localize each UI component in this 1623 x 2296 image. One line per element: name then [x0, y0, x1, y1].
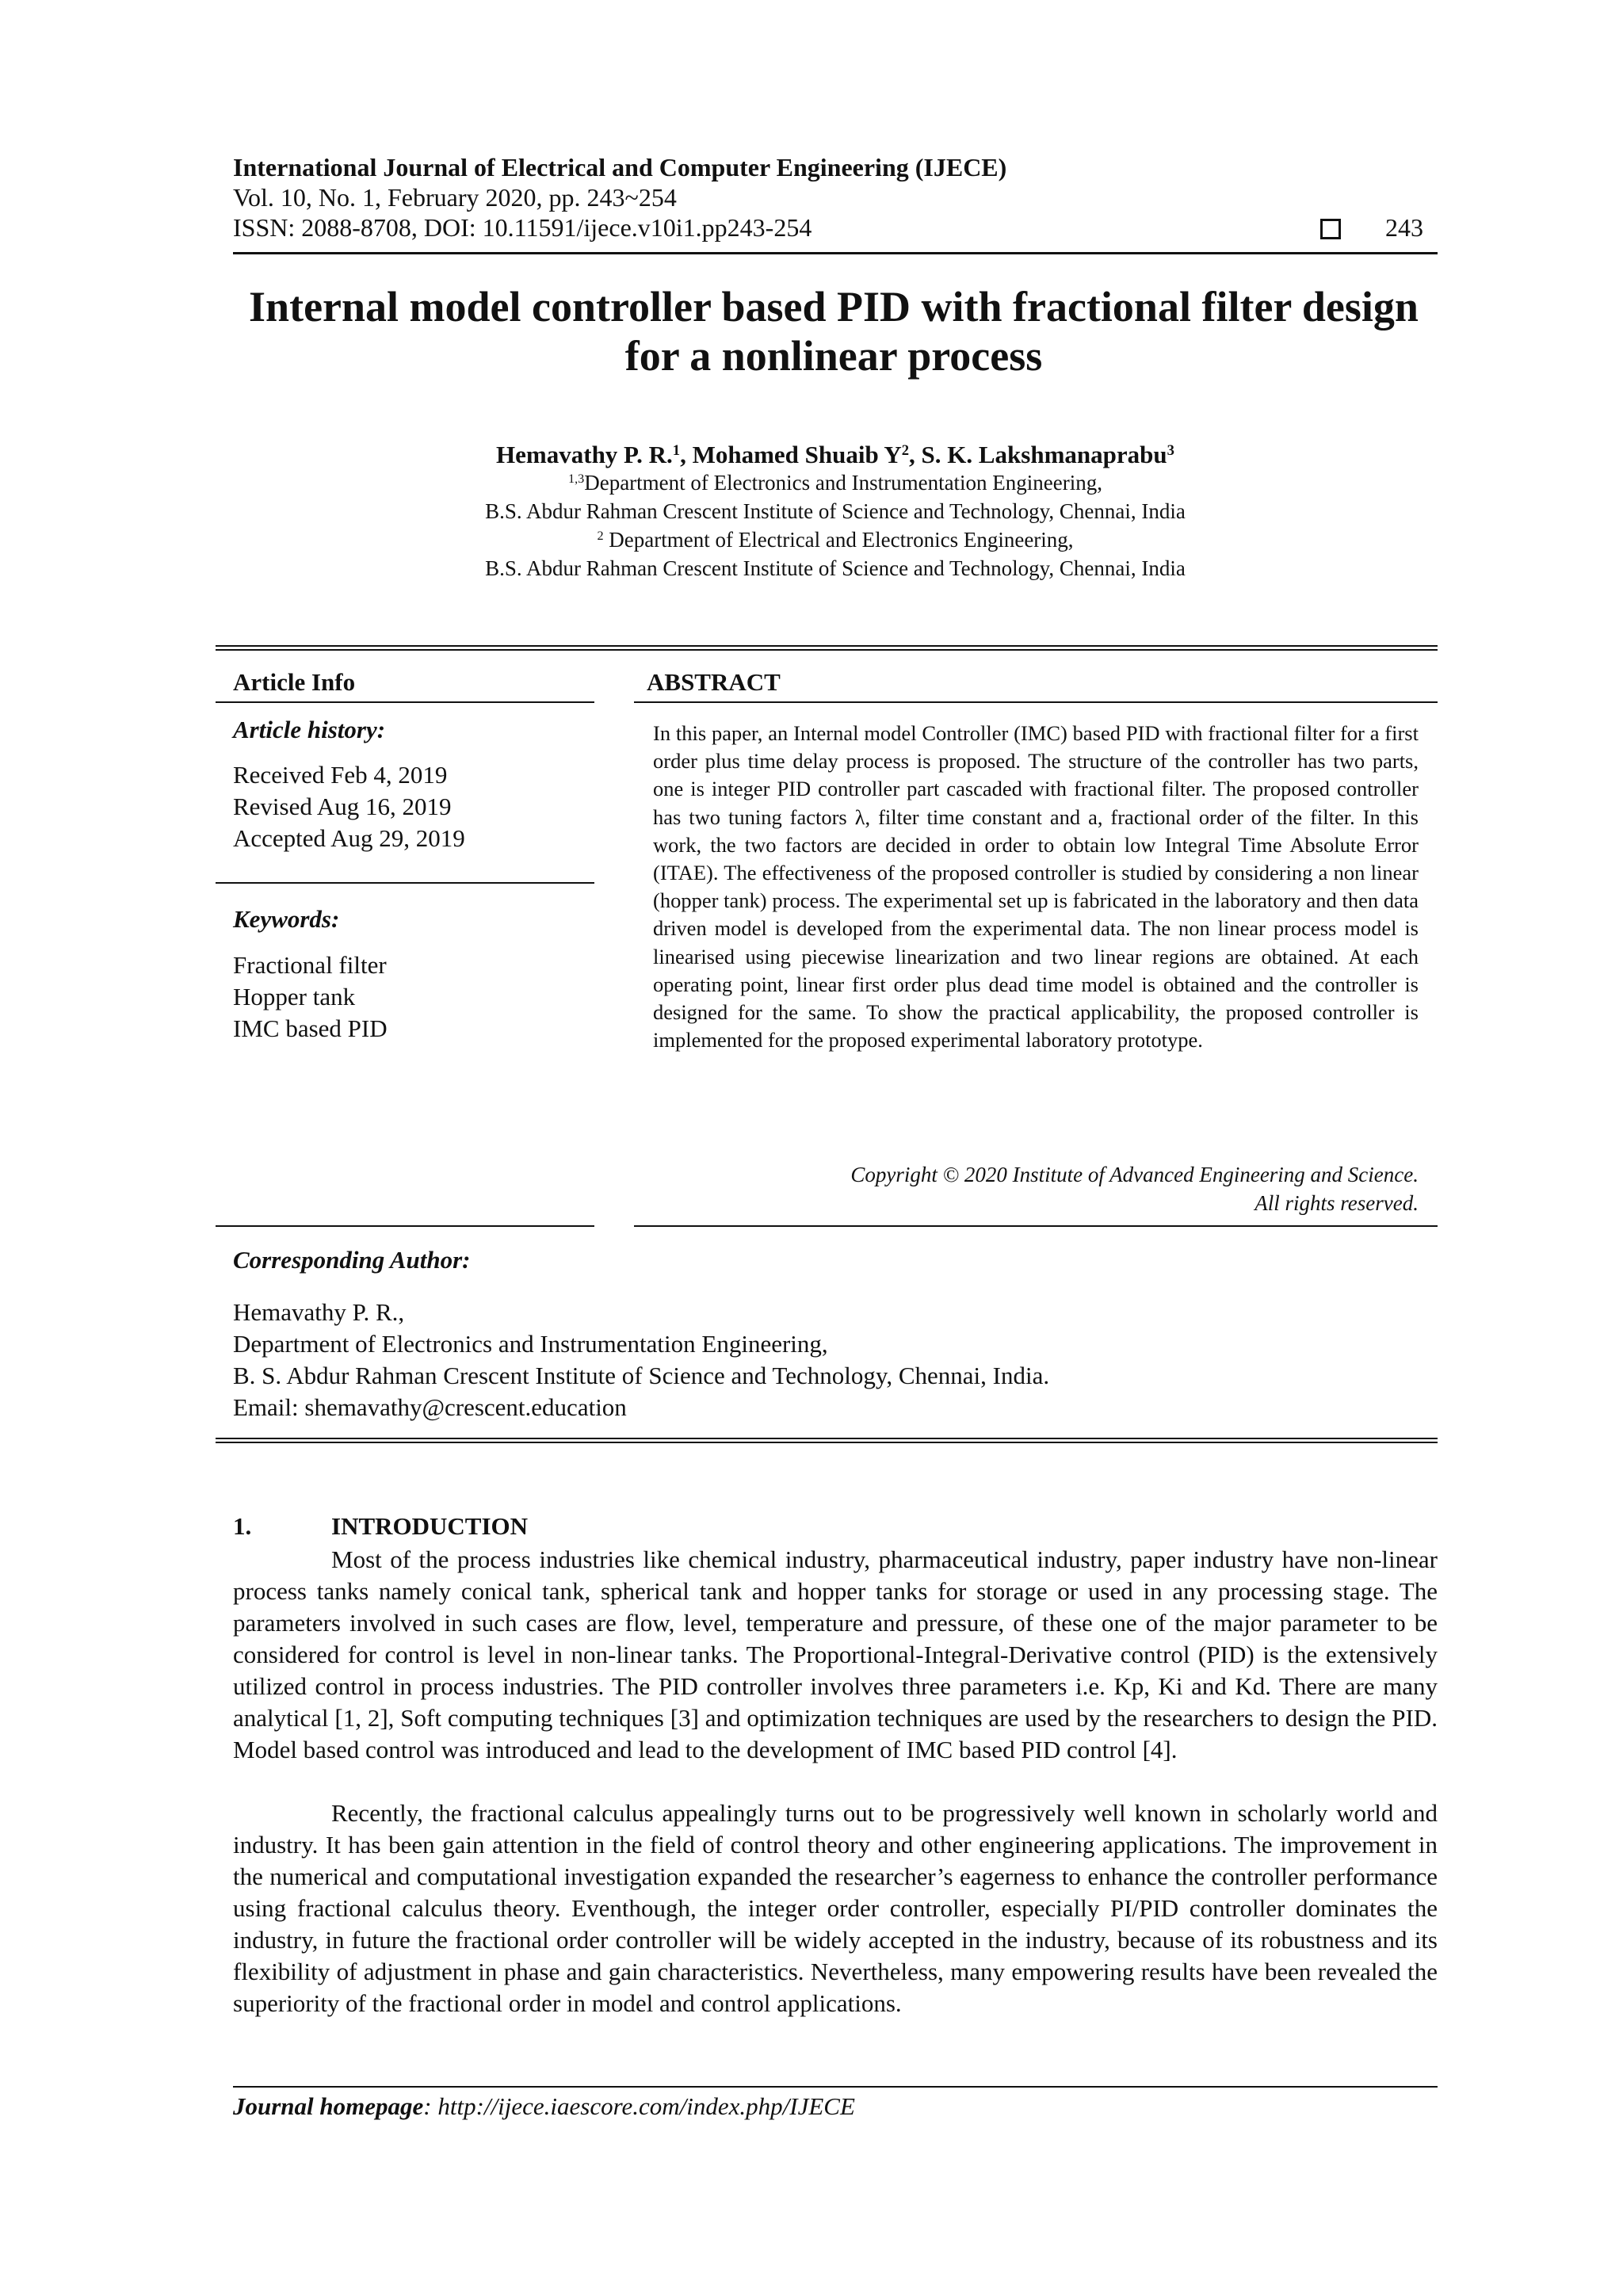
corresponding-dept: Department of Electronics and Instrumentation Engineering, — [233, 1330, 828, 1358]
page-number: 243 — [1385, 213, 1423, 242]
header-rule — [233, 252, 1438, 254]
abstract-heading-rule — [634, 701, 1438, 703]
affiliation-1-sup: 1,3 — [567, 472, 585, 487]
journal-volume: Vol. 10, No. 1, February 2020, pp. 243~254 — [233, 183, 677, 212]
author-sep-2: , — [909, 441, 922, 468]
title-line-2: for a nonlinear process — [624, 332, 1043, 380]
history-rule — [216, 882, 594, 884]
journal-name: International Journal of Electrical and Computer Engineering (IJECE) — [233, 153, 1007, 181]
intro-paragraph-1 — [233, 1544, 1438, 1766]
affiliation-2-dept: Department of Electrical and Electronics Engineering, — [603, 528, 1074, 552]
corresponding-heading: Corresponding Author: — [233, 1246, 471, 1274]
keyword-item: Fractional filter — [233, 951, 387, 979]
author-sep-1: , — [680, 441, 693, 468]
intro-number: 1. — [233, 1512, 252, 1540]
affiliation-2 — [233, 526, 1438, 553]
affiliation-1-dept: Department of Electronics and Instrumentation Engineering, — [584, 471, 1103, 495]
infobox-bottom-rule — [216, 1438, 1438, 1443]
journal-issn: ISSN: 2088-8708, DOI: 10.11591/ijece.v10i1.pp243-254 — [233, 213, 812, 242]
footer-rule — [233, 2086, 1438, 2088]
keyword-item: Hopper tank — [233, 983, 356, 1010]
intro-p1-text: Most of the process industries like chemical industry, pharmaceutical industry, paper industry have non-linear process tanks namely conical tank, spherical tank and hopper tanks for storage or used in any processing stage. The parameters involved in such cases are flow, level, temperature and pressure, of these one of the major parameter to be considered for control is level in non-linear tanks. The Proportional-Integral-Derivative control (PID) is the extensively utilized control in process industries. The PID controller involves three parameters i.e. Kp, Ki and Kd. There are many analytical [1, 2], Soft computing techniques [3] and optimization techniques are used by the researchers to design the PID. Model based control was introduced and lead to the development of IMC based PID control [4]. — [233, 1545, 1438, 1763]
received-date: Received Feb 4, 2019 — [233, 761, 448, 789]
copyright-line-2: All rights reserved. — [1254, 1191, 1419, 1215]
article-info-heading: Article Info — [233, 668, 356, 696]
title-line-1: Internal model controller based PID with fractional filter design — [249, 283, 1419, 330]
journal-header — [233, 152, 1438, 243]
accepted-date: Accepted Aug 29, 2019 — [233, 824, 465, 852]
affiliation-2-institution: B.S. Abdur Rahman Crescent Institute of Science and Technology, Chennai, India — [485, 556, 1186, 580]
intro-paragraph-2 — [233, 1797, 1438, 2019]
corresponding-email: Email: shemavathy@crescent.education — [233, 1393, 627, 1421]
intro-p2-text: Recently, the fractional calculus appealingly turns out to be progressively well known in scholarly world and industry. It has been gain attention in the field of control theory and other engineering applications. The improvement in the numerical and computational investigation expanded the researcher’s eagerness to enhance the controller performance using fractional calculus theory. Eventhough, the integer order controller, especially PI/PID controller dominates the industry, in future the fractional order controller will be widely accepted in the industry, because of its robustness and its flexibility of adjustment in phase and gain characteristics. Nevertheless, many empowering results have been revealed the superiority of the fractional order in model and control applications. — [233, 1799, 1438, 2017]
author-3-sup: 3 — [1167, 441, 1174, 459]
footer-colon: : — [423, 2092, 438, 2120]
keyword-item: IMC based PID — [233, 1014, 388, 1042]
affiliation-2-sup: 2 — [597, 529, 604, 544]
abstract-heading: ABSTRACT — [647, 668, 781, 696]
author-2: Mohamed Shuaib Y — [692, 441, 902, 468]
article-info-rule — [216, 701, 594, 703]
affiliation-1 — [233, 469, 1438, 496]
intro-title: INTRODUCTION — [331, 1512, 529, 1540]
author-1: Hemavathy P. R. — [496, 441, 673, 468]
corresponding-name: Hemavathy P. R., — [233, 1298, 405, 1326]
footer-label: Journal homepage — [233, 2092, 424, 2120]
revised-date: Revised Aug 16, 2019 — [233, 793, 452, 820]
infobox-top-rule — [216, 645, 1438, 651]
page-box-icon — [1320, 219, 1341, 239]
article-history-heading: Article history: — [233, 716, 386, 743]
abstract-text: In this paper, an Internal model Controller (IMC) based PID with fractional filter for a first order plus time delay process is proposed. The structure of the controller has two parts, one is integer PID controller part cascaded with fractional filter. The proposed controller has two tuning factors λ, filter time constant and a, fractional order of the filter. In this work, the two factors are decided in order to obtain low Integral Time Absolute Error (ITAE). The effectiveness of the proposed controller is studied by considering a non linear (hopper tank) process. The experimental set up is fabricated in the laboratory and then data driven model is developed from the experimental data. The non linear process model is linearised using piecewise linearization and two linear regions are obtained. At each operating point, linear first order plus dead time model is obtained and the controller is designed for the same. To show the practical applicability, the proposed controller is implemented for the proposed experimental laboratory prototype. — [653, 721, 1419, 1052]
corresponding-inst: B. S. Abdur Rahman Crescent Institute of Science and Technology, Chennai, India. — [233, 1362, 1050, 1389]
journal-issn-row — [233, 212, 1438, 243]
author-1-sup: 1 — [672, 441, 681, 459]
copyright-line-1: Copyright © 2020 Institute of Advanced Engineering and Science. — [850, 1163, 1419, 1186]
keywords-heading: Keywords: — [233, 905, 340, 933]
author-2-sup: 2 — [901, 441, 910, 459]
author-list — [233, 441, 1438, 469]
paper-title — [206, 282, 1461, 380]
affiliation-1-institution: B.S. Abdur Rahman Crescent Institute of Science and Technology, Chennai, India — [485, 499, 1186, 523]
article-info-bottom-rule — [216, 1225, 594, 1227]
copyright — [653, 1160, 1419, 1217]
footer — [233, 2092, 1438, 2121]
abstract-bottom-rule — [634, 1225, 1438, 1227]
author-3: S. K. Lakshmanaprabu — [921, 441, 1167, 468]
intro-heading — [233, 1512, 528, 1541]
corresponding-details — [233, 1297, 1342, 1423]
journal-homepage-link[interactable]: http://ijece.iaescore.com/index.php/IJECE — [437, 2092, 855, 2120]
